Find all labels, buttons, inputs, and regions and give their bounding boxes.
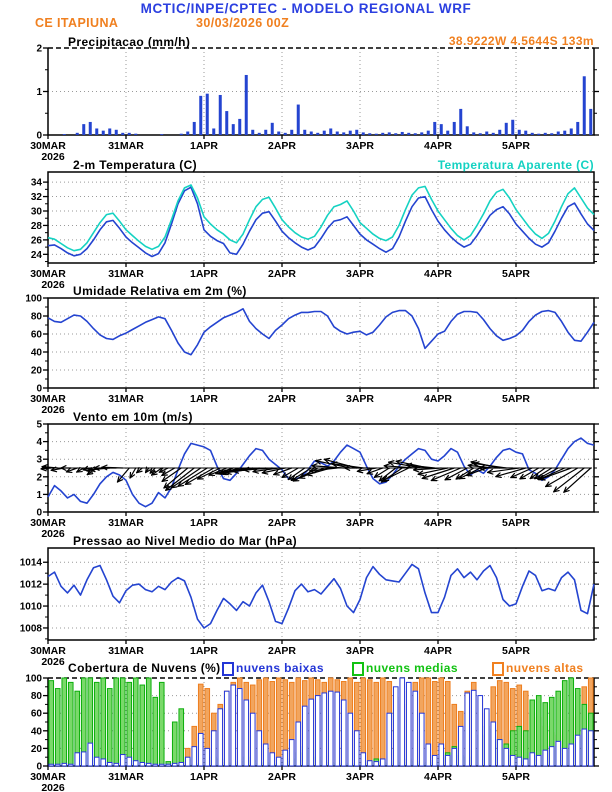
- svg-text:1: 1: [36, 489, 42, 501]
- svg-text:4APR: 4APR: [423, 268, 453, 280]
- svg-text:30: 30: [30, 206, 42, 218]
- precip-title: Precipitacao (mm/h): [68, 35, 191, 49]
- svg-text:2026: 2026: [41, 656, 65, 668]
- svg-text:1014: 1014: [19, 557, 42, 569]
- svg-text:2: 2: [36, 472, 42, 484]
- legend-nuvens-altas: nuvens altas: [506, 661, 584, 675]
- svg-text:30MAR: 30MAR: [30, 268, 66, 280]
- humidity-panel: [25, 294, 599, 417]
- svg-text:20: 20: [30, 743, 42, 755]
- svg-text:5: 5: [36, 419, 42, 431]
- precip-panel: [30, 44, 599, 164]
- svg-text:31MAR: 31MAR: [108, 393, 144, 405]
- svg-text:4APR: 4APR: [423, 393, 453, 405]
- svg-text:3APR: 3APR: [345, 645, 375, 657]
- svg-text:31MAR: 31MAR: [108, 517, 144, 529]
- svg-text:0: 0: [36, 383, 42, 395]
- svg-text:2APR: 2APR: [267, 268, 297, 280]
- svg-text:2APR: 2APR: [267, 771, 297, 783]
- nuvens-baixas-swatch-icon: [222, 662, 234, 676]
- svg-text:40: 40: [30, 347, 42, 359]
- svg-text:2026: 2026: [41, 528, 65, 540]
- svg-text:32: 32: [30, 192, 42, 204]
- clouds-title: Cobertura de Nuvens (%): [68, 661, 221, 675]
- svg-text:1APR: 1APR: [189, 140, 219, 152]
- svg-text:31MAR: 31MAR: [108, 140, 144, 152]
- svg-text:100: 100: [25, 293, 42, 305]
- svg-text:4APR: 4APR: [423, 771, 453, 783]
- svg-text:0: 0: [36, 130, 42, 142]
- svg-text:4APR: 4APR: [423, 517, 453, 529]
- svg-text:31MAR: 31MAR: [108, 268, 144, 280]
- svg-text:30MAR: 30MAR: [30, 517, 66, 529]
- svg-text:31MAR: 31MAR: [108, 645, 144, 657]
- svg-text:3APR: 3APR: [345, 393, 375, 405]
- svg-text:2APR: 2APR: [267, 645, 297, 657]
- svg-text:4APR: 4APR: [423, 140, 453, 152]
- svg-text:5APR: 5APR: [501, 645, 531, 657]
- svg-text:80: 80: [30, 691, 42, 703]
- svg-text:20: 20: [30, 365, 42, 377]
- svg-text:31MAR: 31MAR: [108, 771, 144, 783]
- svg-text:2APR: 2APR: [267, 393, 297, 405]
- svg-text:1APR: 1APR: [189, 771, 219, 783]
- svg-text:1012: 1012: [19, 579, 42, 591]
- svg-text:3APR: 3APR: [345, 771, 375, 783]
- svg-text:1008: 1008: [19, 623, 42, 635]
- svg-text:40: 40: [30, 726, 42, 738]
- svg-text:30MAR: 30MAR: [30, 393, 66, 405]
- svg-text:1APR: 1APR: [189, 393, 219, 405]
- svg-text:2APR: 2APR: [267, 517, 297, 529]
- wind-direction-arrows: [41, 458, 591, 492]
- location-coords: 38.9222W 4.5644S 133m: [448, 34, 594, 48]
- svg-text:2026: 2026: [41, 782, 65, 792]
- svg-text:4: 4: [36, 437, 42, 449]
- svg-text:1APR: 1APR: [189, 517, 219, 529]
- svg-text:5APR: 5APR: [501, 393, 531, 405]
- svg-text:2026: 2026: [41, 151, 65, 163]
- svg-text:34: 34: [30, 177, 42, 189]
- svg-text:3APR: 3APR: [345, 517, 375, 529]
- svg-text:5APR: 5APR: [501, 517, 531, 529]
- svg-text:2: 2: [36, 43, 42, 55]
- svg-text:26: 26: [30, 235, 42, 247]
- nuvens-medias-swatch-icon: [352, 662, 364, 676]
- svg-text:60: 60: [30, 708, 42, 720]
- pressure-panel: [20, 548, 599, 668]
- wind-title: Vento em 10m (m/s): [73, 410, 193, 424]
- svg-text:5APR: 5APR: [501, 140, 531, 152]
- page-title: MCTIC/INPE/CPTEC - MODELO REGIONAL WRF: [140, 1, 472, 16]
- run-datetime: 30/03/2026 00Z: [196, 16, 290, 30]
- nuvens-altas-swatch-icon: [492, 662, 504, 676]
- temp-panel: [30, 172, 599, 291]
- temperature-aparente-legend: Temperatura Aparente (C): [437, 158, 594, 172]
- svg-text:5APR: 5APR: [501, 771, 531, 783]
- svg-text:0: 0: [36, 761, 42, 773]
- svg-text:1APR: 1APR: [189, 645, 219, 657]
- svg-text:3: 3: [36, 454, 42, 466]
- temperature-title: 2-m Temperatura (C): [73, 158, 198, 172]
- svg-text:30MAR: 30MAR: [30, 771, 66, 783]
- svg-text:30MAR: 30MAR: [30, 140, 66, 152]
- svg-text:1APR: 1APR: [189, 268, 219, 280]
- temp-line: [48, 187, 594, 256]
- clouds-panel: [25, 674, 599, 792]
- svg-text:100: 100: [25, 673, 42, 685]
- svg-text:1: 1: [36, 87, 42, 98]
- svg-text:1010: 1010: [19, 601, 42, 613]
- svg-text:2026: 2026: [41, 279, 65, 291]
- svg-text:4APR: 4APR: [423, 645, 453, 657]
- svg-text:24: 24: [30, 249, 42, 261]
- legend-nuvens-medias: nuvens medias: [366, 661, 458, 675]
- svg-text:80: 80: [30, 311, 42, 323]
- svg-text:3APR: 3APR: [345, 268, 375, 280]
- svg-text:2026: 2026: [41, 404, 65, 416]
- svg-text:28: 28: [30, 220, 42, 232]
- svg-text:60: 60: [30, 329, 42, 341]
- svg-text:30MAR: 30MAR: [30, 645, 66, 657]
- svg-text:3APR: 3APR: [345, 140, 375, 152]
- humidity-title: Umidade Relativa em 2m (%): [73, 284, 247, 298]
- pressure-line: [48, 564, 594, 628]
- svg-text:5APR: 5APR: [501, 268, 531, 280]
- station-name: CE ITAPIUNA: [35, 16, 119, 30]
- legend-nuvens-baixas: nuvens baixas: [236, 661, 324, 675]
- wind-panel: [30, 420, 599, 541]
- pressure-title: Pressao ao Nivel Medio do Mar (hPa): [73, 534, 298, 548]
- svg-text:0: 0: [36, 507, 42, 519]
- svg-text:2APR: 2APR: [267, 140, 297, 152]
